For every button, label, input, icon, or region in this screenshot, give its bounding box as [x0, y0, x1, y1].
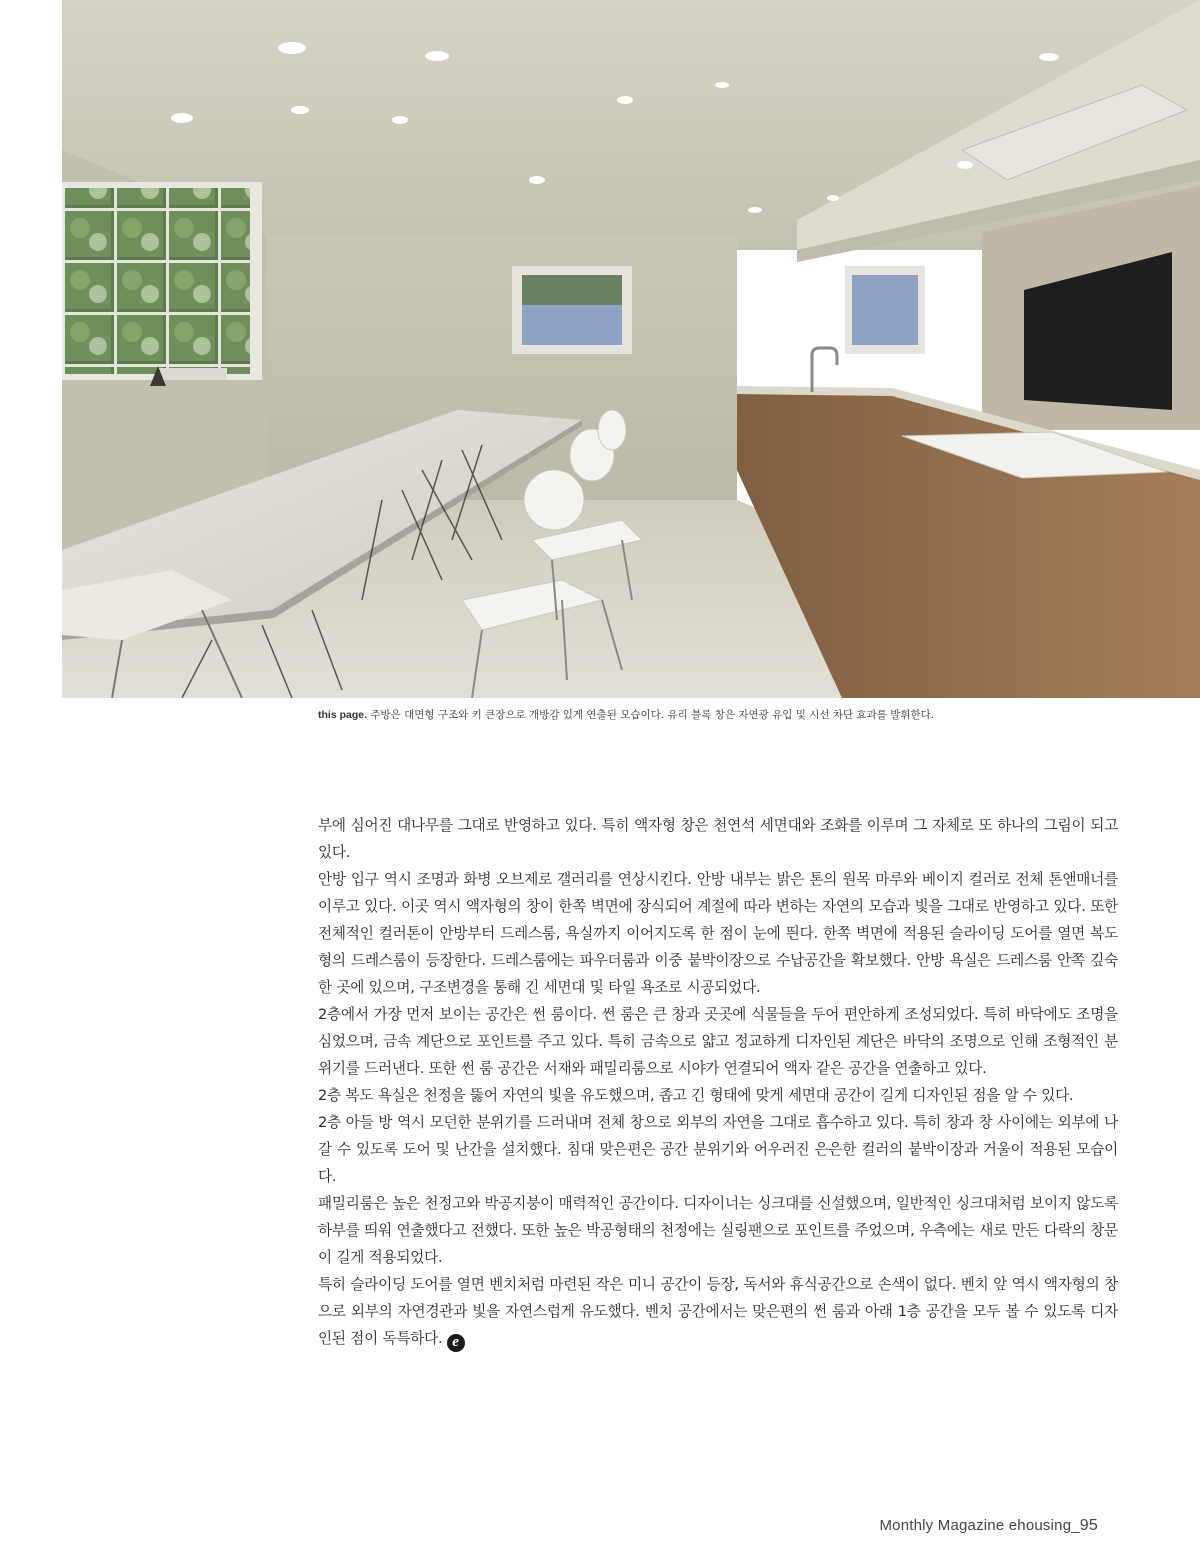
end-mark-icon: e: [447, 1334, 465, 1352]
kitchen-photo: [62, 0, 1200, 698]
paragraph-last: [318, 1271, 1118, 1352]
folio-separator: _: [1071, 1517, 1080, 1534]
paragraph: 2층에서 가장 먼저 보이는 공간은 썬 룸이다. 썬 룸은 큰 창과 곳곳에 식물들을 두어 편안하게 조성되었다. 특히 바닥에도 조명을 심었으며, 금속 계단으로 포인트를 주고 있다. 특히 금속으로 얇고 정교하게 디자인된 계단은 바닥의 조명으로 인해 조형적인 분위기를 드러낸다. 또한 썬 룸 공간은 서재와 패밀리룸으로 시야가 연결되어 액자 같은 공간을 연출하고 있다.: [318, 1006, 1118, 1077]
page-number: 95: [1079, 1517, 1098, 1534]
paragraph: 부에 심어진 대나무를 그대로 반영하고 있다. 특히 액자형 창은 천연석 세면대와 조화를 이루며 그 자체로 또 하나의 그림이 되고 있다.: [318, 817, 1118, 861]
magazine-name: Monthly Magazine ehousing: [879, 1517, 1072, 1534]
caption-text: 주방은 대면형 구조와 키 큰장으로 개방감 있게 연출된 모습이다. 유리 블록 창은 자연광 유입 및 시선 차단 효과를 발휘한다.: [367, 709, 935, 721]
paragraph: 패밀리룸은 높은 천정고와 박공지붕이 매력적인 공간이다. 디자이너는 싱크대를 신설했으며, 일반적인 싱크대처럼 보이지 않도록 하부를 띄워 연출했다고 전했다. 또한 높은 박공형태의 천정에는 실링팬으로 포인트를 주었으며, 우측에는 새로 만든 다락의 창문이 길게 적용되었다.: [318, 1195, 1118, 1266]
caption-lead: this page.: [318, 709, 368, 721]
photo-caption: [318, 707, 1178, 723]
page-footer: [879, 1517, 1098, 1535]
paragraph-text: 특히 슬라이딩 도어를 열면 벤치처럼 마련된 작은 미니 공간이 등장, 독서와 휴식공간으로 손색이 없다. 벤치 앞 역시 액자형의 창으로 외부의 자연경관과 빛을 자연스럽게 유도했다. 벤치 공간에서는 맞은편의 썬 룸과 아래 1층 공간을 모두 볼 수 있도록 디자인된 점이 독특하다.: [318, 1276, 1118, 1347]
paragraph: 2층 복도 욕실은 천정을 뚫어 자연의 빛을 유도했으며, 좁고 긴 형태에 맞게 세면대 공간이 길게 디자인된 점을 알 수 있다.: [318, 1087, 1074, 1104]
article-body: [318, 812, 1118, 1352]
paragraph: 2층 아들 방 역시 모던한 분위기를 드러내며 전체 창으로 외부의 자연을 그대로 흡수하고 있다. 특히 창과 창 사이에는 외부에 나갈 수 있도록 도어 및 난간을 설치했다. 침대 맞은편은 공간 분위기와 어우러진 은은한 컬러의 붙박이장과 거울이 적용된 모습이다.: [318, 1114, 1118, 1185]
paragraph: 안방 입구 역시 조명과 화병 오브제로 갤러리를 연상시킨다. 안방 내부는 밝은 톤의 원목 마루와 베이지 컬러로 전체 톤앤매너를 이루고 있다. 이곳 역시 액자형의 창이 한쪽 벽면에 장식되어 계절에 따라 변하는 자연의 모습과 빛을 그대로 반영하고 있다. 또한 전체적인 컬러톤이 안방부터 드레스룸, 욕실까지 이어지도록 한 점이 눈에 띈다. 한쪽 벽면에 적용된 슬라이딩 도어를 열면 복도형의 드레스룸이 등장한다. 드레스룸에는 파우더룸과 이중 붙박이장으로 수납공간을 확보했다. 안방 욕실은 드레스룸 안쪽 깊숙한 곳에 있으며, 구조변경을 통해 긴 세면대 및 타일 욕조로 시공되었다.: [318, 871, 1118, 996]
